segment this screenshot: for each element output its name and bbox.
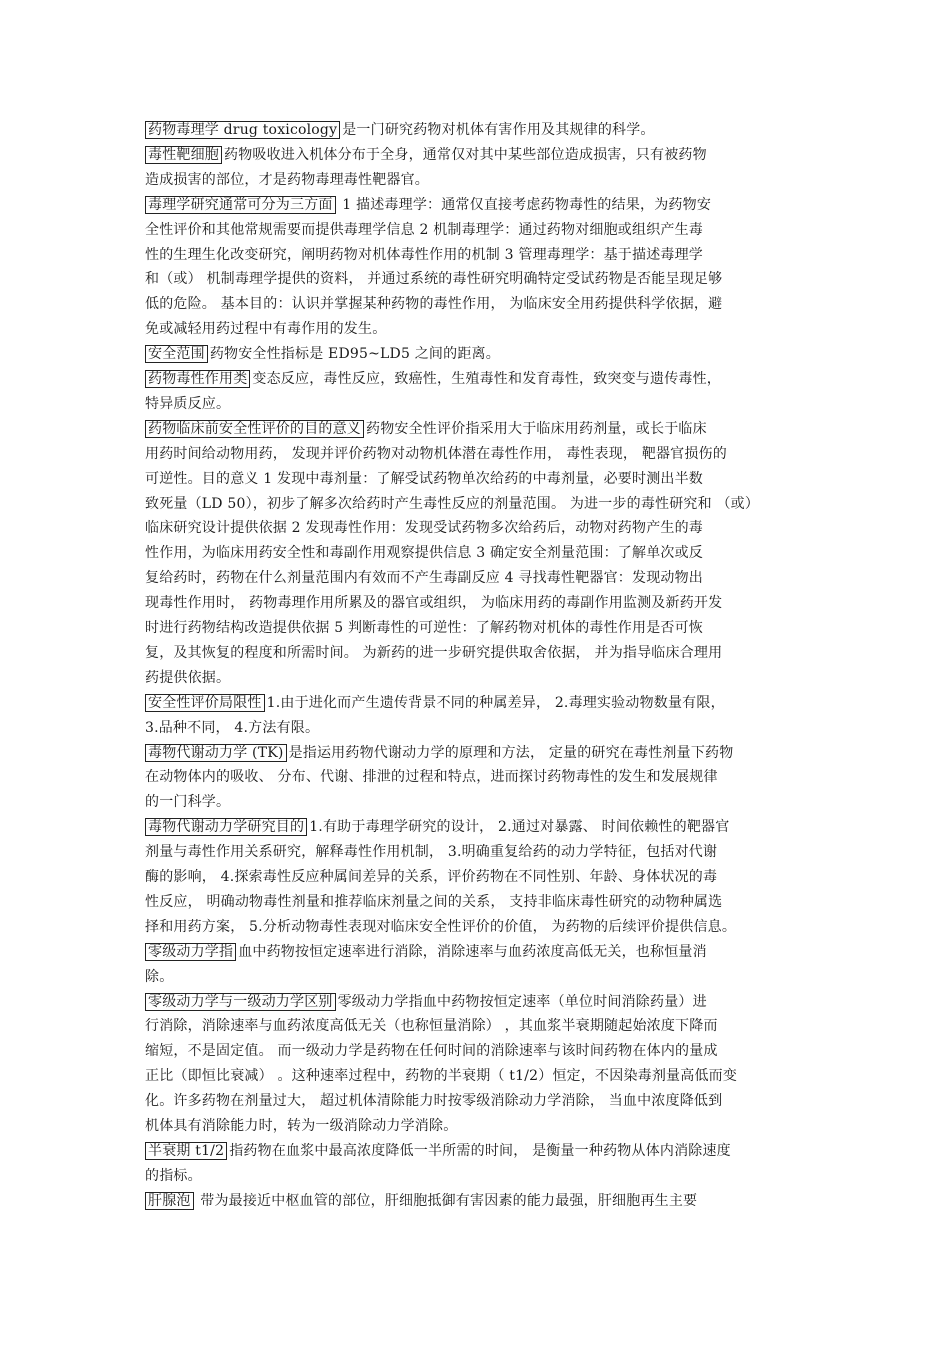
- text-line: [145, 765, 805, 789]
- text-line: [145, 641, 805, 665]
- line-text: 性作用，为临床用药安全性和毒副作用观察提供信息 3 确定安全剂量范围：了解单次或反: [145, 545, 704, 562]
- text-line: [145, 467, 805, 491]
- line-text: 复给药时，药物在什么剂量范围内有效而不产生毒副反应 4 寻找毒性靶器官：发现动物出: [145, 570, 704, 587]
- line-text: 剂量与毒性作用关系研究，解释毒性作用机制， 3.明确重复给药的动力学特征，包括对代谢: [145, 844, 718, 861]
- text-line: [145, 691, 805, 715]
- line-text: 性反应， 明确动物毒性剂量和推荐临床剂量之间的关系， 支持非临床毒性研究的动物种属选: [145, 893, 723, 910]
- line-text: 指药物在血浆中最高浓度降低一半所需的时间， 是衡量一种药物从体内消除速度: [229, 1142, 731, 1159]
- line-text: 在动物体内的吸收、 分布、代谢、排泄的过程和特点，进而探讨药物毒性的发生和发展规律: [145, 769, 718, 786]
- text-line: [145, 716, 805, 740]
- text-line: [145, 541, 805, 565]
- term-box: 毒理学研究通常可分为三方面: [145, 196, 336, 214]
- text-line: [145, 243, 805, 267]
- text-line: [145, 865, 805, 889]
- line-text: 零级动力学指血中药物按恒定速率（单位时间消除药量）进: [337, 993, 707, 1010]
- text-line: [145, 591, 805, 615]
- line-text: 择和用药方案， 5.分析动物毒性表现对临床安全性评价的价值， 为药物的后续评价提供信息。: [145, 918, 737, 935]
- term-box: 安全范围: [145, 345, 208, 363]
- text-line: [145, 815, 805, 839]
- text-line: [145, 1164, 805, 1188]
- term-box: 药物临床前安全性评价的目的意义: [145, 420, 364, 438]
- line-text: 1 描述毒理学：通常仅直接考虑药物毒性的结果，为药物安: [337, 196, 712, 213]
- term-box: 毒物代谢动力学研究目的: [145, 818, 307, 836]
- line-text: 1.由于进化而产生遗传背景不同的种属差异， 2.毒理实验动物数量有限，: [266, 694, 725, 711]
- line-text: 全性评价和其他常规需要而提供毒理学信息 2 机制毒理学：通过药物对细胞或组织产生毒: [145, 221, 704, 238]
- line-text: 低的危险。 基本目的：认识并掌握某种药物的毒性作用， 为临床安全用药提供科学依据，避: [145, 296, 723, 313]
- line-text: 造成损害的部位，才是药物毒理毒性靶器官。: [145, 171, 429, 188]
- term-box: 毒性靶细胞: [145, 146, 222, 164]
- text-line: [145, 990, 805, 1014]
- line-text: 和（或） 机制毒理学提供的资料， 并通过系统的毒性研究明确特定受试药物是否能呈现足够: [145, 271, 723, 288]
- line-text: 除。: [145, 968, 174, 985]
- line-text: 是指运用药物代谢动力学的原理和方法， 定量的研究在毒性剂量下药物: [288, 744, 734, 761]
- text-line: [145, 790, 805, 814]
- line-text: 1.有助于毒理学研究的设计， 2.通过对暴露、 时间依赖性的靶器官: [309, 819, 730, 836]
- text-line: [145, 1089, 805, 1113]
- line-text: 血中药物按恒定速率进行消除，消除速率与血药浓度高低无关，也称恒量消: [238, 943, 707, 960]
- line-text: 正比（即恒比衰减） 。这种速率过程中，药物的半衰期（ t1/2）恒定，不因染毒剂量高低而变: [145, 1068, 738, 1085]
- text-line: [145, 516, 805, 540]
- line-text: 缩短，不是固定值。 而一级动力学是药物在任何时间的消除速率与该时间药物在体内的量成: [145, 1043, 718, 1060]
- line-text: 的一门科学。: [145, 794, 231, 811]
- text-line: [145, 940, 805, 964]
- line-text: 的指标。: [145, 1167, 202, 1184]
- term-box: 毒物代谢动力学 (TK): [145, 744, 287, 762]
- term-box: 零级动力学指: [145, 943, 236, 961]
- text-line: [145, 915, 805, 939]
- line-text: 药提供依据。: [145, 669, 231, 686]
- text-line: [145, 143, 805, 167]
- line-text: 机体具有消除能力时，转为一级消除动力学消除。: [145, 1118, 458, 1134]
- text-line: [145, 566, 805, 590]
- term-box: 半衰期 t1/2: [145, 1142, 227, 1160]
- line-text: 现毒性作用时， 药物毒理作用所累及的器官或组织， 为临床用药的毒副作用监测及新药开发: [145, 595, 723, 612]
- term-box: 药物毒性作用类: [145, 370, 250, 388]
- term-box: 零级动力学与一级动力学区别: [145, 993, 336, 1011]
- text-line: [145, 168, 805, 192]
- line-text: 临床研究设计提供依据 2 发现毒性作用：发现受试药物多次给药后，动物对药物产生的毒: [145, 520, 704, 537]
- text-line: [145, 392, 805, 416]
- line-text: 是一门研究药物对机体有害作用及其规律的科学。: [342, 122, 655, 138]
- line-text: 带为最接近中枢血管的部位，肝细胞抵御有害因素的能力最强，肝细胞再生主要: [195, 1192, 698, 1209]
- line-text: 免或减轻用药过程中有毒作用的发生。: [145, 321, 387, 338]
- text-line: [145, 1114, 805, 1138]
- text-line: [145, 616, 805, 640]
- text-line: [145, 417, 805, 441]
- line-text: 药物安全性评价指采用大于临床用药剂量，或长于临床: [366, 420, 707, 437]
- text-line: [145, 367, 805, 391]
- line-text: 变态反应，毒性反应，致癌性，生殖毒性和发育毒性，致突变与遗传毒性，: [252, 371, 722, 387]
- text-line: [145, 965, 805, 989]
- text-line: [145, 1039, 805, 1063]
- line-text: 用药时间给动物用药， 发现并评价药物对动物机体潜在毒性作用， 毒性表现， 靶器官损伤的: [145, 445, 727, 462]
- line-text: 药物安全性指标是 ED95~LD5 之间的距离。: [209, 346, 500, 363]
- text-line: [145, 218, 805, 242]
- text-line: [145, 442, 805, 466]
- text-line: [145, 666, 805, 690]
- line-text: 3.品种不同， 4.方法有限。: [145, 719, 320, 736]
- text-line: [145, 193, 805, 217]
- text-line: [145, 1064, 805, 1088]
- text-line: [145, 492, 805, 516]
- term-box: 安全性评价局限性: [145, 694, 265, 712]
- text-line: [145, 1139, 805, 1163]
- text-line: [145, 317, 805, 341]
- text-line: [145, 292, 805, 316]
- text-line: [145, 890, 805, 914]
- text-line: [145, 1189, 805, 1213]
- text-line: [145, 1014, 805, 1038]
- line-text: 时进行药物结构改造提供依据 5 判断毒性的可逆性：了解药物对机体的毒性作用是否可恢: [145, 620, 704, 636]
- text-line: [145, 342, 805, 366]
- line-text: 酶的影响， 4.探索毒性反应种属间差异的关系，评价药物在不同性别、年龄、身体状况的毒: [145, 869, 718, 885]
- line-text: 复，及其恢复的程度和所需时间。 为新药的进一步研究提供取舍依据， 并为指导临床合理用: [145, 644, 723, 661]
- text-line: [145, 741, 805, 765]
- line-text: 行消除，消除速率与血药浓度高低无关（也称恒量消除） ，其血浆半衰期随起始浓度下降而: [145, 1018, 718, 1035]
- text-line: [145, 267, 805, 291]
- line-text: 药物吸收进入机体分布于全身，通常仅对其中某些部位造成损害，只有被药物: [224, 146, 707, 163]
- line-text: 可逆性。目的意义 1 发现中毒剂量：了解受试药物单次给药的中毒剂量，必要时测出半数: [145, 470, 704, 487]
- line-text: 特异质反应。: [145, 395, 231, 412]
- line-text: 化。许多药物在剂量过大， 超过机体清除能力时按零级消除动力学消除， 当血中浓度降低到: [145, 1093, 723, 1110]
- line-text: 致死量（LD 50），初步了解多次给药时产生毒性反应的剂量范围。 为进一步的毒性研究和 （或）: [145, 495, 760, 512]
- term-box: 药物毒理学 drug toxicology: [145, 121, 340, 139]
- term-box: 肝腺泡: [145, 1192, 194, 1210]
- line-text: 性的生理生化改变研究，阐明药物对机体毒性作用的机制 3 管理毒理学：基于描述毒理学: [145, 246, 704, 263]
- text-line: [145, 840, 805, 864]
- text-line: [145, 118, 805, 142]
